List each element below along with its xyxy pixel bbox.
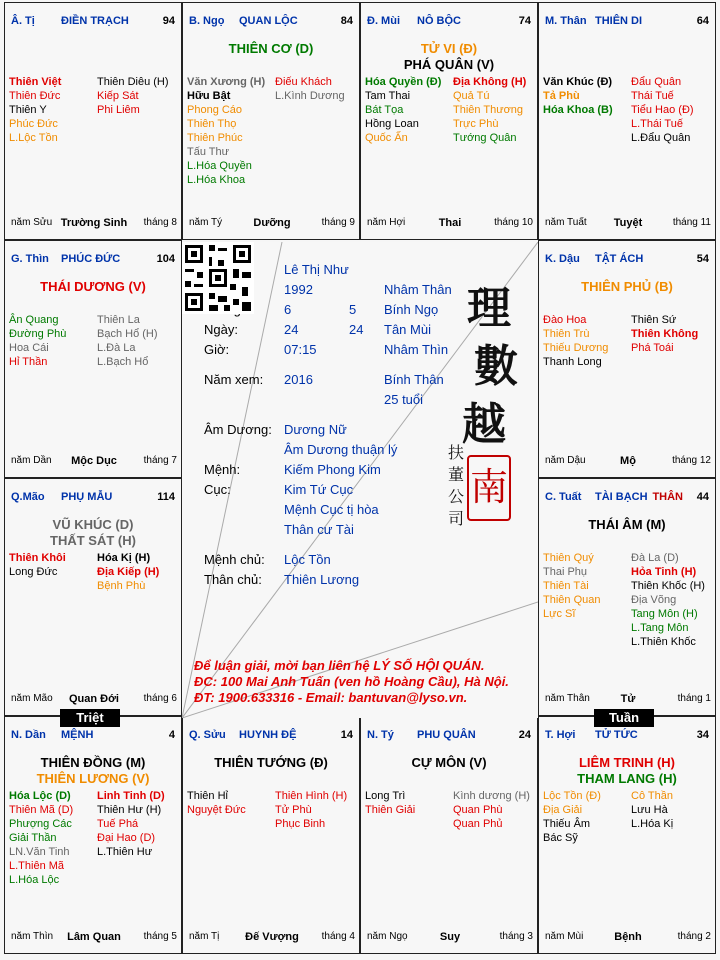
left-star-list — [365, 75, 441, 145]
star-item: Bát Tọa — [365, 104, 404, 116]
than-marker: THÂN — [652, 491, 683, 503]
star-item: L.Thái Tuế — [631, 118, 683, 130]
main-star: TỬ VI (Đ) — [420, 41, 478, 56]
star-item: Thiên Đức — [9, 90, 61, 102]
star-item: Văn Xương (H) — [187, 76, 266, 88]
palace-cell-ty2 — [360, 716, 538, 954]
left-star-list — [543, 313, 608, 369]
palace-header — [545, 729, 711, 743]
palace-number: 114 — [157, 491, 175, 503]
year-label: năm Dần — [11, 455, 52, 466]
calligraphy-char-3: 越 — [462, 399, 506, 450]
palace-name: TỬ TỨC — [595, 729, 638, 741]
star-item: L.Hóa Kị — [631, 818, 674, 830]
value-day-solar: 24 — [284, 322, 299, 337]
star-item: Văn Khúc (Đ) — [543, 76, 613, 88]
life-phase: Quan Đới — [69, 693, 119, 705]
star-item: Đẩu Quân — [631, 76, 682, 88]
palace-footer — [545, 693, 711, 707]
star-item: Thiên Hư (H) — [97, 804, 162, 816]
life-phase: Trường Sinh — [60, 217, 128, 229]
star-item: Tiểu Hao (Đ) — [631, 104, 694, 116]
star-item: Thiên Giải — [365, 804, 416, 816]
main-star: THẤT SÁT (H) — [50, 533, 136, 548]
star-item: Thiên Thọ — [187, 118, 237, 130]
star-item: Hỉ Thần — [9, 356, 48, 368]
star-item: Tử Phù — [275, 804, 312, 816]
star-item: Lực Sĩ — [543, 608, 576, 620]
star-item: Tấu Thư — [187, 146, 230, 158]
year-label: năm Ngọ — [367, 931, 408, 942]
star-item: Đào Hoa — [543, 314, 587, 326]
palace-header — [367, 729, 533, 743]
star-item: Quốc Ấn — [365, 132, 408, 144]
palace-footer — [189, 217, 355, 231]
palace-number: 54 — [696, 253, 709, 265]
palace-footer — [545, 931, 711, 945]
right-star-list — [97, 75, 169, 117]
palace-footer — [11, 931, 177, 945]
triet-tag: Triệt — [60, 709, 120, 727]
star-item: Thiên Diêu (H) — [97, 76, 169, 88]
year-label: năm Tuất — [545, 217, 587, 228]
palace-number: 74 — [518, 15, 531, 27]
value-am-duong: Dương Nữ — [284, 422, 347, 437]
right-star-list — [453, 75, 526, 145]
star-item: Đường Phù — [9, 328, 67, 340]
palace-name: TÀI BẠCH — [595, 491, 648, 503]
left-star-list — [187, 789, 246, 817]
branch-label: M. Thân — [545, 15, 587, 27]
star-item: Thái Tuế — [631, 90, 674, 102]
star-item: Thanh Long — [543, 356, 602, 368]
star-item: Thiên Việt — [9, 76, 62, 88]
contact-line-1: Để luận giải, mời bạn liên hệ LÝ SỐ HỘI QUÁN. — [194, 658, 485, 673]
star-item: Tả Phù — [543, 90, 580, 102]
palace-footer — [545, 455, 711, 469]
main-star: PHÁ QUÂN (V) — [403, 57, 495, 72]
palace-name: PHÚC ĐỨC — [61, 253, 121, 265]
month-label: tháng 1 — [677, 693, 711, 704]
star-item: Hữu Bật — [187, 90, 231, 102]
palace-name: HUYNH ĐỆ — [239, 729, 297, 741]
palace-header — [189, 729, 355, 743]
main-star: LIÊM TRINH (H) — [578, 755, 676, 770]
left-star-list — [187, 75, 265, 187]
palace-footer — [11, 693, 177, 707]
palace-footer — [367, 217, 533, 231]
palace-number: 34 — [696, 729, 709, 741]
palace-cell-mao — [4, 478, 182, 716]
star-item: Địa Giải — [543, 804, 583, 816]
contact-line-2: ĐC: 100 Mai Anh Tuấn (ven hồ Hoàng Cầu), Hà Nội. — [194, 674, 509, 689]
star-item: Thiên Khốc (H) — [631, 580, 705, 592]
value-am-duong-2: Âm Dương thuận lý — [284, 442, 398, 457]
calligraphy-char-1: 理 — [467, 283, 511, 334]
palace-cell-hoi — [538, 716, 716, 954]
month-label: tháng 7 — [143, 455, 177, 466]
life-phase: Tử — [620, 693, 636, 705]
palace-footer — [367, 931, 533, 945]
left-star-list — [9, 551, 66, 579]
star-item: L.Thiên Mã — [9, 860, 65, 872]
main-star: THAM LANG (H) — [577, 771, 677, 786]
calligraphy-char-2: 數 — [474, 341, 518, 392]
star-item: Hỏa Tinh (H) — [631, 566, 697, 578]
seal-small-2: 董 — [448, 465, 465, 484]
value-name: Lê Thị Như — [284, 262, 349, 277]
value-view-year-canchi: Bính Thân — [384, 372, 444, 387]
main-star: THIÊN LƯƠNG (V) — [36, 771, 150, 786]
month-label: tháng 8 — [143, 217, 177, 228]
palace-number: 4 — [168, 729, 175, 741]
star-item: Hóa Lộc (D) — [9, 790, 71, 802]
star-item: Cô Thần — [631, 790, 673, 802]
year-label: năm Mão — [11, 693, 53, 704]
palace-name: PHU QUÂN — [417, 729, 476, 741]
star-item: Bác Sỹ — [543, 832, 578, 844]
branch-label: C. Tuất — [545, 491, 582, 503]
star-item: L.Bạch Hổ — [97, 356, 149, 368]
month-label: tháng 11 — [672, 217, 711, 228]
palace-number: 94 — [162, 15, 175, 27]
month-label: tháng 5 — [143, 931, 177, 942]
star-item: Tang Môn (H) — [631, 608, 698, 620]
star-item: Thiên Khôi — [9, 552, 66, 564]
star-item: Thiên Hình (H) — [275, 790, 348, 802]
star-item: Thiên Quý — [543, 552, 594, 564]
star-item: Kình dương (H) — [453, 790, 530, 802]
star-item: Thiên Thương — [453, 104, 524, 116]
palace-name: QUAN LỘC — [239, 15, 298, 27]
life-phase: Mộ — [620, 455, 636, 467]
left-star-list — [9, 313, 66, 369]
star-item: Tướng Quân — [453, 132, 517, 144]
month-label: tháng 4 — [321, 931, 355, 942]
star-item: Đại Hao (D) — [97, 832, 156, 844]
palace-cell-thin — [4, 240, 182, 478]
branch-label: Đ. Mùi — [367, 15, 400, 27]
palace-number: 44 — [696, 491, 709, 503]
value-cuc: Kim Tứ Cục — [284, 482, 354, 497]
star-item: Hóa Khoa (B) — [543, 104, 613, 116]
month-label: tháng 3 — [499, 931, 533, 942]
star-item: Ân Quang — [9, 314, 59, 326]
life-phase: Lâm Quan — [67, 931, 121, 943]
main-star: THIÊN CƠ (D) — [228, 41, 314, 56]
year-label: năm Thân — [545, 693, 590, 704]
value-cuc-2: Mệnh Cục tị hòa — [284, 502, 379, 517]
star-item: L.Đà La — [97, 342, 136, 354]
month-label: tháng 10 — [494, 217, 533, 228]
value-age: 25 tuổi — [384, 392, 424, 407]
star-item: L.Hóa Lộc — [9, 874, 60, 886]
branch-label: G. Thìn — [11, 253, 49, 265]
left-star-list — [543, 551, 600, 621]
palace-cell-dan — [4, 716, 182, 954]
star-item: Phi Liêm — [97, 104, 140, 116]
label-view-year: Năm xem: — [204, 372, 264, 387]
palace-name: ĐIỀN TRẠCH — [61, 15, 129, 27]
palace-cell-suu — [182, 716, 360, 954]
branch-label: K. Dậu — [545, 253, 580, 265]
left-star-list — [543, 789, 601, 845]
value-day-lunar: 24 — [349, 322, 364, 337]
center-info-panel — [182, 242, 538, 718]
life-phase: Đế Vượng — [245, 931, 299, 943]
palace-cell-tuat — [538, 478, 716, 716]
year-label: năm Dậu — [545, 455, 586, 466]
label-menh: Mệnh: — [204, 462, 241, 477]
value-month-solar: 6 — [284, 302, 292, 317]
palace-cell-than — [538, 2, 716, 240]
life-phase: Thai — [438, 217, 462, 229]
main-star: THIÊN TƯỚNG (Đ) — [214, 755, 328, 770]
star-item: Thiên Sứ — [631, 314, 677, 326]
star-item: Thiên Quan — [543, 594, 601, 606]
palace-number: 24 — [518, 729, 531, 741]
year-label: năm Hợi — [367, 217, 406, 228]
star-item: L.Thiên Hư — [97, 846, 153, 858]
value-hour: 07:15 — [284, 342, 317, 357]
year-label: năm Sửu — [11, 217, 53, 228]
branch-label: Q.Mão — [11, 491, 45, 503]
palace-number: 104 — [156, 253, 175, 265]
value-month-lunar: 5 — [349, 302, 357, 317]
life-phase: Tuyệt — [613, 217, 643, 229]
star-item: Tam Thai — [365, 90, 411, 102]
right-star-list — [631, 75, 694, 145]
palace-header — [189, 15, 355, 29]
star-item: Lộc Tồn (Đ) — [543, 790, 601, 802]
label-hour: Giờ: — [204, 342, 230, 357]
value-year-canchi: Nhâm Thân — [384, 282, 452, 297]
right-star-list — [275, 789, 347, 831]
palace-cell-ngo — [182, 2, 360, 240]
seal-small-3: 公 — [448, 487, 465, 506]
life-phase: Dưỡng — [253, 217, 291, 229]
left-star-list — [9, 789, 73, 887]
star-item: Phúc Đức — [9, 118, 58, 130]
star-item: Hồng Loan — [365, 118, 419, 130]
palace-footer — [11, 217, 177, 231]
value-hour-canchi: Nhâm Thìn — [384, 342, 449, 357]
month-label: tháng 2 — [677, 931, 711, 942]
star-item: Quan Phủ — [453, 818, 503, 830]
star-item: Thiên Hỉ — [187, 790, 228, 802]
branch-label: N. Tý — [367, 729, 394, 741]
star-item: L.Kình Dương — [275, 90, 345, 102]
year-label: năm Mùi — [545, 931, 584, 942]
palace-name: NÔ BỘC — [417, 15, 461, 27]
left-star-list — [9, 75, 61, 145]
star-item: Trực Phù — [453, 118, 499, 130]
seal-small-1: 扶 — [448, 443, 465, 462]
right-star-list — [631, 789, 673, 831]
star-item: Điếu Khách — [275, 76, 332, 88]
star-item: Phong Cáo — [187, 104, 243, 116]
label-menh-chu: Mệnh chủ: — [204, 552, 265, 567]
star-item: L.Lộc Tồn — [9, 132, 58, 144]
right-star-list — [631, 551, 705, 649]
life-phase: Bệnh — [614, 931, 642, 943]
seal-small-4: 司 — [448, 509, 465, 528]
main-star: VŨ KHÚC (D) — [52, 517, 134, 532]
right-star-list — [453, 789, 530, 831]
palace-footer — [189, 931, 355, 945]
palace-footer — [11, 455, 177, 469]
star-item: Nguyệt Đức — [187, 804, 246, 816]
main-star: CỰ MÔN (V) — [411, 755, 487, 770]
palace-cell-ty — [4, 2, 182, 240]
palace-header — [545, 15, 711, 29]
month-label: tháng 6 — [143, 693, 177, 704]
star-item: Địa Không (H) — [453, 76, 527, 88]
palace-name: THIÊN DI — [595, 15, 643, 27]
tuan-tag: Tuần — [594, 709, 654, 727]
right-star-list — [275, 75, 345, 103]
star-item: Kiếp Sát — [97, 90, 139, 102]
main-star: THÁI ÂM (M) — [588, 517, 666, 532]
label-day: Ngày: — [204, 322, 238, 337]
star-item: LN.Văn Tinh — [9, 846, 70, 858]
star-item: Thiên Trù — [543, 328, 590, 340]
star-item: Quan Phù — [453, 804, 503, 816]
palace-header — [11, 729, 177, 743]
star-item: Thiên Không — [631, 328, 699, 340]
branch-label: T. Hợi — [545, 729, 576, 741]
label-than-chu: Thân chủ: — [204, 572, 262, 587]
branch-label: Â. Tị — [11, 15, 35, 27]
left-star-list — [365, 789, 415, 817]
star-item: Đà La (D) — [631, 552, 679, 564]
star-item: Thiên Phúc — [187, 132, 243, 144]
star-item: Hóa Quyền (Đ) — [365, 76, 442, 88]
life-phase: Mộc Dục — [71, 455, 117, 467]
palace-header — [11, 15, 177, 29]
star-item: Thiên Tài — [543, 580, 589, 592]
right-star-list — [97, 313, 158, 369]
palace-cell-dau — [538, 240, 716, 478]
star-item: Thiếu Âm — [543, 818, 591, 830]
star-item: L.Hóa Khoa — [187, 174, 246, 186]
value-menh-chu: Lộc Tồn — [284, 552, 331, 567]
palace-name: TẬT ÁCH — [595, 253, 644, 265]
value-cuc-3: Thân cư Tài — [284, 522, 354, 537]
star-item: Phá Toái — [631, 342, 674, 354]
star-item: Phục Binh — [275, 818, 326, 830]
star-item: Quả Tú — [453, 90, 490, 102]
star-item: Phượng Các — [9, 818, 72, 830]
palace-header — [11, 253, 177, 267]
palace-number: 14 — [340, 729, 353, 741]
star-item: Địa Võng — [631, 594, 677, 606]
label-cuc: Cục: — [204, 482, 231, 497]
right-star-list — [97, 551, 159, 593]
star-item: Bệnh Phù — [97, 580, 146, 592]
star-item: Tuế Phá — [97, 818, 139, 830]
value-than-chu: Thiên Lương — [284, 572, 360, 587]
year-label: năm Thìn — [11, 931, 54, 942]
palace-cell-mui — [360, 2, 538, 240]
left-star-list — [543, 75, 613, 117]
palace-header — [367, 15, 533, 29]
value-menh: Kiếm Phong Kim — [284, 462, 381, 477]
red-seal-stamp — [467, 455, 511, 521]
life-phase: Suy — [439, 931, 461, 943]
contact-line-3: ĐT: 1900.633316 - Email: bantuvan@lyso.vn. — [194, 690, 468, 705]
star-item: Giải Thần — [9, 832, 57, 844]
star-item: Bạch Hổ (H) — [97, 328, 158, 340]
value-view-year: 2016 — [284, 372, 313, 387]
star-item: Linh Tinh (D) — [97, 790, 165, 802]
qr-code-icon — [182, 242, 254, 314]
star-item: L.Thiên Khốc — [631, 636, 696, 648]
palace-header — [545, 253, 711, 267]
right-star-list — [97, 789, 165, 859]
star-item: Thiên La — [97, 314, 140, 326]
star-item: Hoa Cái — [9, 342, 49, 354]
palace-name: PHỤ MẪU — [61, 491, 113, 503]
star-item: Thiên Mã (D) — [9, 804, 74, 816]
star-item: L.Đẩu Quân — [631, 132, 691, 144]
star-item: Địa Kiếp (H) — [97, 566, 160, 578]
main-star: THÁI DƯƠNG (V) — [40, 279, 146, 294]
branch-label: B. Ngọ — [189, 15, 225, 27]
star-item: Long Đức — [9, 566, 58, 578]
palace-header — [545, 491, 711, 505]
seal-char: 南 — [469, 465, 508, 509]
main-star: THIÊN ĐỒNG (M) — [40, 755, 146, 770]
palace-number: 84 — [340, 15, 353, 27]
star-item: Thai Phụ — [543, 566, 588, 578]
branch-label: N. Dần — [11, 729, 46, 741]
label-am-duong: Âm Dương: — [204, 422, 272, 437]
right-star-list — [631, 313, 698, 355]
star-item: Thiếu Dương — [543, 342, 609, 354]
star-item: L.Hóa Quyền — [187, 160, 252, 172]
star-item: Lưu Hà — [631, 804, 668, 816]
star-item: Hóa Kị (H) — [97, 552, 151, 564]
star-item: Thiên Y — [9, 104, 47, 116]
value-month-canchi: Bính Ngọ — [384, 302, 439, 317]
palace-number: 64 — [696, 15, 709, 27]
year-label: năm Tị — [189, 931, 220, 942]
palace-name: MỆNH — [61, 729, 94, 741]
month-label: tháng 9 — [321, 217, 355, 228]
palace-header — [11, 491, 177, 505]
value-year: 1992 — [284, 282, 313, 297]
value-day-canchi: Tân Mùi — [384, 322, 431, 337]
branch-label: Q. Sửu — [189, 729, 226, 741]
palace-footer — [545, 217, 711, 231]
main-star: THIÊN PHỦ (B) — [581, 279, 673, 294]
year-label: năm Tý — [189, 217, 223, 228]
month-label: tháng 12 — [672, 455, 711, 466]
star-item: L.Tang Môn — [631, 622, 689, 634]
star-item: Long Trì — [365, 790, 406, 802]
